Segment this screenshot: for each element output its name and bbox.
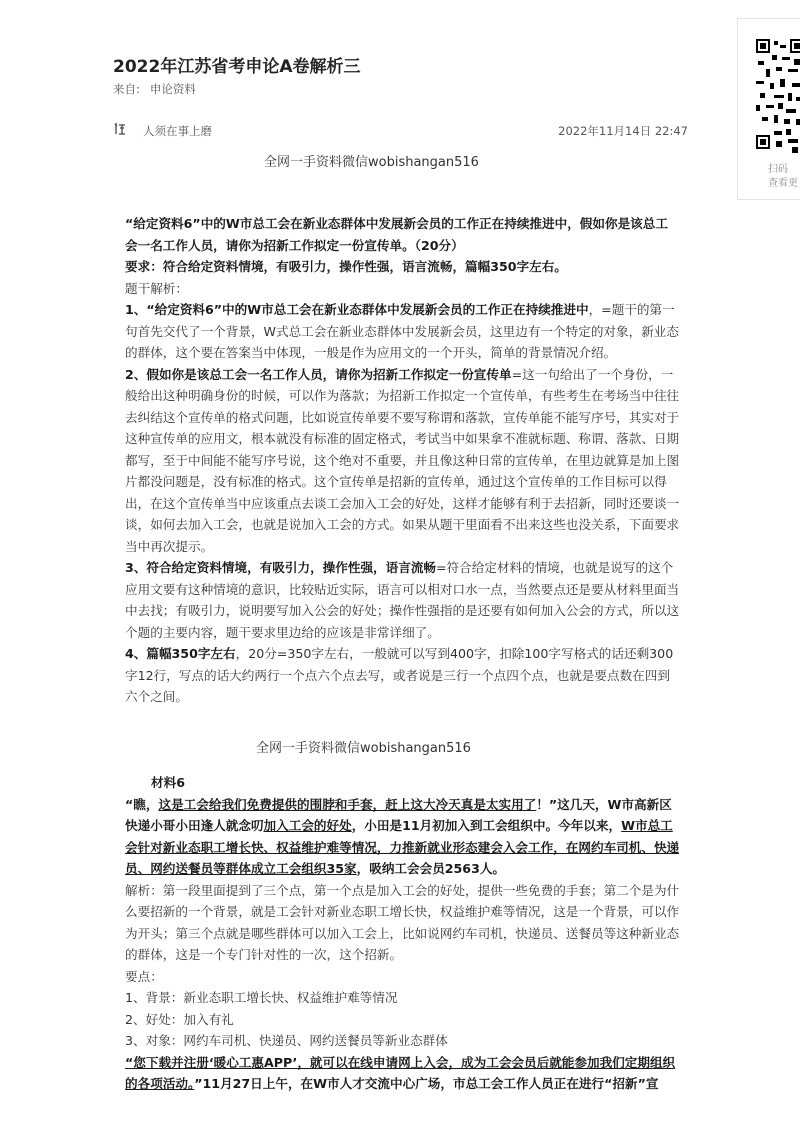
author-name[interactable]: 人须在事上磨 (143, 124, 212, 138)
material-section (125, 772, 680, 1095)
analysis-paragraph-1 (125, 299, 680, 364)
watermark-text: 全网一手资料微信wobishangan516 (256, 741, 471, 756)
qr-caption-line1: 扫码 (768, 164, 788, 175)
analysis-point-4-title: 4、篇幅350字左右 (125, 646, 236, 661)
m1-part-f: W市总工会针对新业态职工增长快、权益维护难等情况，力推新就业形态建会入会工作，在网约车司机、快递员、网约送餐员等群体成立工会组织35家 (125, 818, 680, 876)
analysis-point-3-body: =符合给定材料的情境，也就是说写的这个应用文要有这种情境的意识，比较贴近实际，语言可以相对口水一点，当然要点还是要从材料里面当中去找；有吸引力，说明要写加入公会的好处；操作性强指的是还要有如何加入公会的方式，所以这个题的主要内容，题干要求里边给的应该是非常详细了。 (125, 560, 680, 640)
analysis-label: 题干解析： (125, 280, 188, 296)
m1-part-a: “瞧， (125, 796, 159, 812)
analysis-point-1-title: 1、“给定资料6”中的W市总工会在新业态群体中发展新会员的工作正在持续推进中 (125, 302, 589, 317)
source-label: 来自: (113, 82, 140, 96)
points-label: 要点： (125, 968, 163, 984)
m1-part-g: ，吸纳工会会员2563人。 (356, 861, 506, 876)
qr-panel (737, 18, 800, 200)
question-text: “给定资料6”中的W市总工会在新业态群体中发展新会员的工作正在持续推进中，假如你是该总工会一名工作人员，请你为招新工作拟定一份宣传单。（20分） (125, 216, 668, 253)
material-paragraph-1 (125, 794, 680, 880)
m1-part-d: 加入工会的好处 (263, 818, 352, 833)
qr-caption (768, 163, 798, 191)
analysis-point-2-title: 2、假如你是该总工会一名工作人员，请你为招新工作拟定一份宣传单 (125, 366, 512, 382)
analysis-paragraph-3 (125, 557, 680, 643)
author-avatar-icon[interactable] (113, 122, 127, 136)
analysis-point-2-body: =这一句给出了一个身份，一般给出这种明确身份的时候，可以作为落款；为招新工作拟定一个宣传单，有些考生在考场当中往往去纠结这个宣传单的格式问题，比如说宣传单要不要写称谓和落款，宣传单能不能写序号，其实对于这种宣传单的应用文，根本就没有标准的固定格式，考试当中如果拿不准就标题、称谓、落款、日期都写，至于中间能不能写序号说，这个绝对不重要，并且像这种日常的宣传单，在里边就算是加上图片都没问题是，没有标准的格式。这个宣传单是招新的宣传单，通过这个宣传单的工作目标可以得出，在这个宣传单当中应该重点去谈工会加入工会的好处，这样才能够有利于去招新，同时还要谈一谈，如何去加入工会，也就是说加入工会的方式。如果从题干里面看不出来这些也没关系，下面要求当中再次提示。 (125, 366, 680, 554)
m1-part-c: ！”这几天，W市高新区快递小哥小田逢人就念叨 (125, 796, 672, 833)
m1-part-b: 这是工会给我们免费提供的围脖和手套，赶上这大冷天真是太实用了 (158, 796, 537, 812)
material-analysis: 解析：第一段里面提到了三个点，第一个点是加入工会的好处，提供一些免费的手套；第二个是为什么要招新的一个背景，就是工会针对新业态职工增长快，权益维护难等情况，这是一个背景，可以作为开头；第三个点就是哪些群体可以加入工会上，比如说网约车司机，快递员、送餐员等这种新业态的群体，这是一个专门针对性的一次，这个招新。 (125, 882, 680, 962)
analysis-point-4-body: =350字左右，一般就可以写到400字，扣除100字写格式的话还剩300字12行，写点的话大约两行一个点六个点去写，或者说是三行一个点四个点，也就是要点数在四到六个之间。 (125, 646, 674, 704)
qr-caption-line2: 查看更 (768, 178, 798, 189)
m1-part-e: ，小田是11月初加入到工会组织中。今年以来， (351, 818, 622, 833)
analysis-paragraph-4 (125, 643, 680, 708)
point-item: 2、好处：加入有礼 (125, 1011, 234, 1027)
requirement-text: 要求：符合给定资料情境，有吸引力，操作性强，语言流畅，篇幅350字左右。 (125, 259, 567, 274)
analysis-point-1-body: ，=题干的第一句首先交代了一个背景，W式总工会在新业态群体中发展新会员，这里边有一个特定的对象，新业态的群体，这个要在答案当中体现，一般是作为应用文的一个开头，简单的背景情况介绍。 (125, 302, 679, 360)
analysis-point-4-subtitle: ，20分 (235, 646, 277, 661)
post-date: 2022年11月14日 22:47 (558, 124, 688, 138)
material-paragraph-2 (125, 1052, 680, 1095)
analysis-point-3-title: 3、符合给定资料情境，有吸引力，操作性强，语言流畅 (125, 560, 437, 575)
qr-code-icon (756, 39, 800, 159)
material-heading: 材料6 (151, 775, 185, 790)
point-item: 3、对象：网约车司机、快递员、网约送餐员等新业态群体 (125, 1033, 448, 1048)
source-link[interactable]: 申论资料 (149, 82, 196, 96)
author-row (113, 121, 688, 139)
m2-part-b: ”11月27日上午，在W市人才交流中心广场，市总工会工作人员正在进行“招新”宣 (194, 1076, 659, 1091)
source-line (113, 81, 196, 97)
question-section (125, 213, 680, 708)
page-title: 2022年江苏省考申论A卷解析三 (113, 57, 361, 77)
watermark-text: 全网一手资料微信wobishangan516 (264, 155, 479, 170)
analysis-paragraph-2 (125, 364, 680, 558)
point-item: 1、背景：新业态职工增长快、权益维护难等情况 (125, 990, 398, 1005)
m2-part-a: “您下载并注册‘暖心工惠APP’，就可以在线申请网上入会，成为工会会员后就能参加我们定期组织的各项活动。 (125, 1054, 676, 1091)
